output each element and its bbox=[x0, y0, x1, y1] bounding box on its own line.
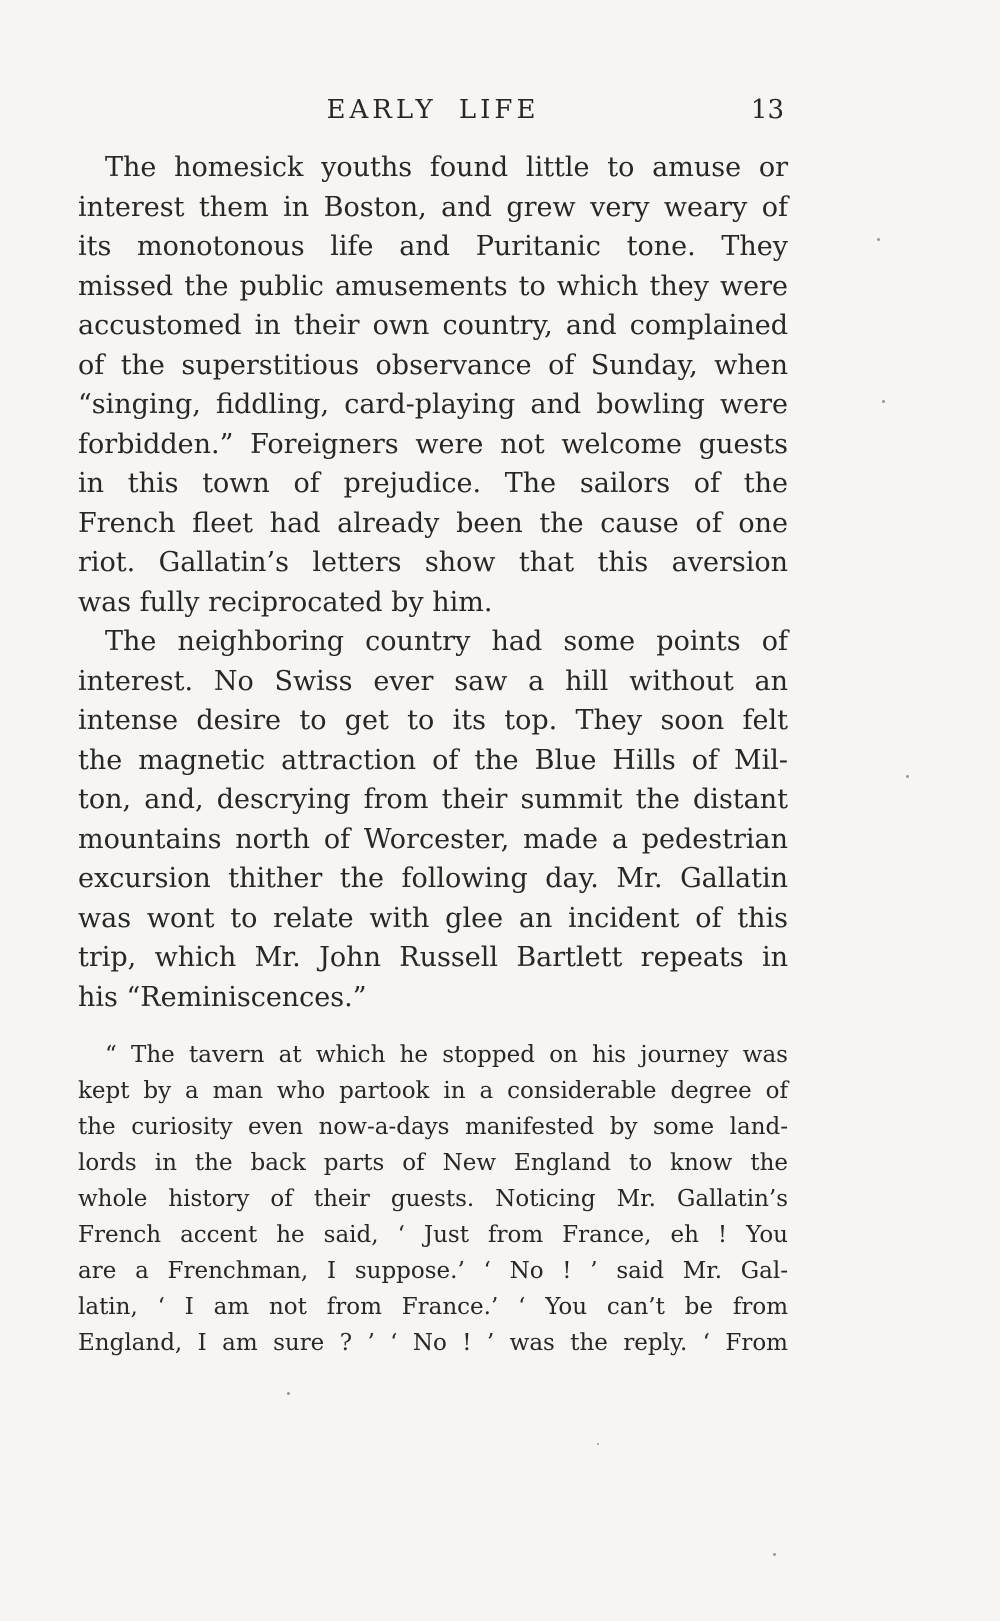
text-line: interest them in Boston, and grew very weary of bbox=[78, 191, 788, 223]
scan-speck bbox=[877, 238, 880, 241]
text-line: are a Frenchman, I suppose.’ ‘ No ! ’ said Mr. Gal- bbox=[78, 1258, 788, 1284]
text-line: French fleet had already been the cause of one bbox=[78, 507, 788, 539]
scan-speck bbox=[597, 1443, 599, 1445]
text-line: his “Reminiscences.” bbox=[78, 981, 367, 1013]
scan-speck bbox=[773, 1553, 776, 1556]
text-line: the curiosity even now-a-days manifested by some land- bbox=[78, 1114, 788, 1140]
text-line: “singing, fiddling, card-playing and bowling were bbox=[78, 389, 788, 420]
page-header bbox=[78, 95, 788, 127]
text-line: in this town of prejudice. The sailors of the bbox=[78, 468, 788, 499]
text-line: ton, and, descrying from their summit the distant bbox=[78, 784, 788, 815]
scan-speck bbox=[882, 400, 885, 403]
paragraph bbox=[78, 622, 788, 1017]
text-line: latin, ‘ I am not from France.’ ‘ You can’t be from bbox=[78, 1294, 788, 1320]
scan-speck bbox=[287, 1392, 290, 1395]
page-title: EARLY LIFE bbox=[326, 95, 540, 125]
text-line: interest. No Swiss ever saw a hill without an bbox=[78, 665, 788, 697]
text-line: of the superstitious observance of Sunday, when bbox=[78, 349, 788, 381]
text-line: kept by a man who partook in a considerable degree of bbox=[78, 1078, 788, 1104]
text-line: England, I am sure ? ’ ‘ No ! ’ was the reply. ‘ From bbox=[78, 1330, 788, 1356]
scan-speck bbox=[906, 775, 909, 778]
text-line: French accent he said, ‘ Just from France, eh ! You bbox=[78, 1222, 788, 1248]
text-line: trip, which Mr. John Russell Bartlett repeats in bbox=[78, 942, 788, 973]
text-line: forbidden.” Foreigners were not welcome guests bbox=[78, 428, 788, 460]
text-line: was fully reciprocated by him. bbox=[78, 586, 493, 618]
text-line: missed the public amusements to which they were bbox=[78, 270, 788, 302]
paragraph bbox=[78, 1037, 788, 1361]
text-line: mountains north of Worcester, made a pedestrian bbox=[78, 823, 788, 855]
text-line: its monotonous life and Puritanic tone. They bbox=[78, 231, 788, 262]
page-number: 13 bbox=[750, 95, 784, 125]
paragraph bbox=[78, 148, 788, 622]
text-line: accustomed in their own country, and complained bbox=[78, 310, 788, 341]
text-line: The neighboring country had some points of bbox=[105, 626, 788, 657]
text-line: was wont to relate with glee an incident of this bbox=[78, 902, 788, 934]
text-block bbox=[78, 148, 788, 1361]
text-line: the magnetic attraction of the Blue Hills of Mil- bbox=[78, 744, 788, 776]
text-line: lords in the back parts of New England to know the bbox=[78, 1150, 788, 1176]
text-line: excursion thither the following day. Mr. Gallatin bbox=[78, 863, 788, 894]
text-line: “ The tavern at which he stopped on his journey was bbox=[105, 1042, 788, 1068]
text-line: The homesick youths found little to amuse or bbox=[105, 152, 788, 183]
text-line: riot. Gallatin’s letters show that this aversion bbox=[78, 547, 788, 578]
text-column bbox=[78, 95, 788, 1361]
text-line: intense desire to get to its top. They soon felt bbox=[78, 705, 788, 736]
text-line: whole history of their guests. Noticing Mr. Gallatin’s bbox=[78, 1186, 788, 1212]
